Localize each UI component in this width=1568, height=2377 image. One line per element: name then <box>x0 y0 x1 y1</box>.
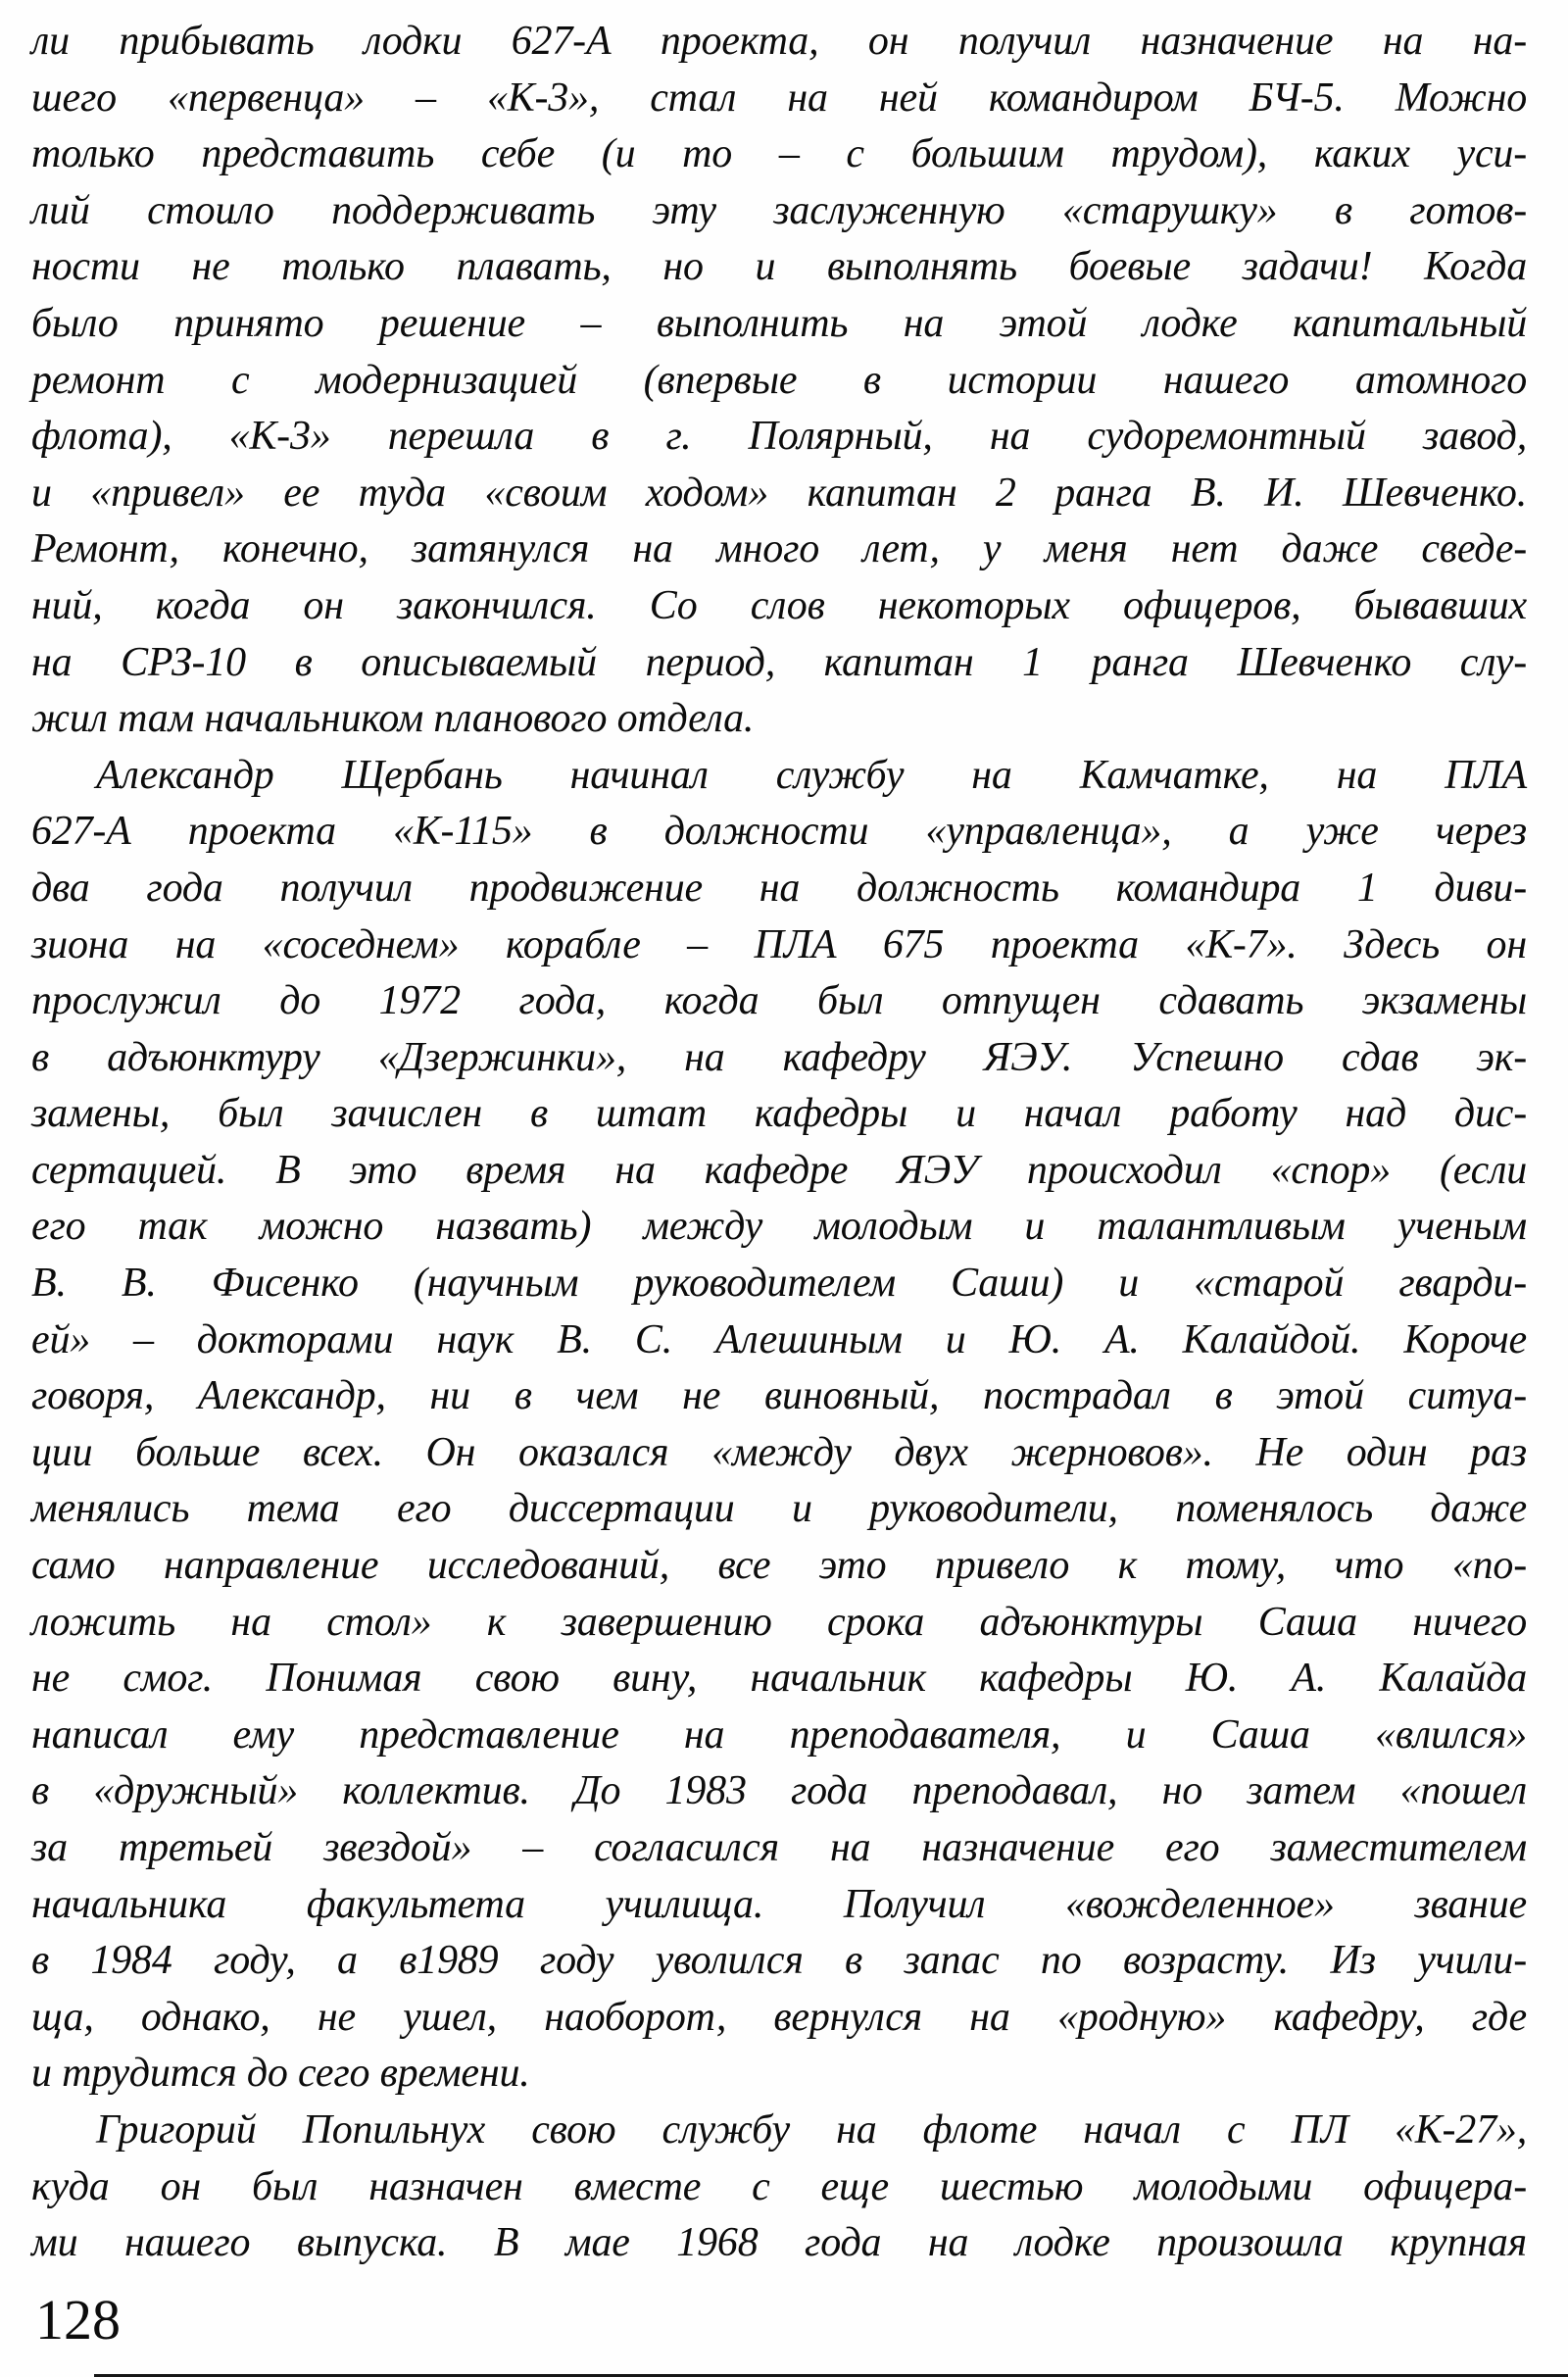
text-line: написал ему представление на преподавателя, и Саша «влился» <box>31 1711 1527 1758</box>
body-text <box>31 14 1527 2272</box>
text-line: зиона на «соседнем» корабле – ПЛА 675 проекта «К-7». Здесь он <box>31 921 1527 967</box>
text-line: менялись тема его диссертации и руководители, поменялось даже <box>31 1486 1527 1532</box>
page-number: 128 <box>35 2288 121 2352</box>
text-line: 627-А проекта «К-115» в должности «управленца», а уже через <box>31 809 1527 855</box>
text-line: два года получил продвижение на должность командира 1 диви- <box>31 865 1527 911</box>
text-line: ли прибывать лодки 627-А проекта, он получил назначение на на- <box>31 19 1527 64</box>
text-line: куда он был назначен вместе с еще шестью молодыми офицера- <box>31 2163 1527 2209</box>
text-line: ща, однако, не ушел, наоборот, вернулся на «родную» кафедру, где <box>31 1994 1527 2040</box>
text-line: и «привел» ее туда «своим ходом» капитан 2 ранга В. И. Шевченко. <box>31 470 1527 516</box>
text-line: в адъюнктуру «Дзержинки», на кафедру ЯЭУ. Успешно сдав эк- <box>31 1034 1527 1080</box>
text-line: прослужил до 1972 года, когда был отпущен сдавать экзамены <box>31 978 1527 1024</box>
text-line: его так можно назвать) между молодым и талантливым ученым <box>31 1204 1527 1250</box>
text-line: за третьей звездой» – согласился на назначение его заместителем <box>31 1825 1527 1870</box>
text-line: было принято решение – выполнить на этой лодке капитальный <box>31 300 1527 346</box>
text-line: ей» – докторами наук В. С. Алешиным и Ю. А. Калайдой. Короче <box>31 1316 1527 1362</box>
text-line: ний, когда он закончился. Со слов некоторых офицеров, бывавших <box>31 582 1527 628</box>
text-line: флота), «К-3» перешла в г. Полярный, на судоремонтный завод, <box>31 414 1527 460</box>
text-line: Ремонт, конечно, затянулся на много лет, у меня нет даже сведе- <box>31 526 1527 572</box>
text-line: только представить себе (и то – с большим трудом), каких уси- <box>31 131 1527 177</box>
text-line: сертацией. В это время на кафедре ЯЭУ происходил «спор» (если <box>31 1147 1527 1193</box>
text-line: говоря, Александр, ни в чем не виновный, пострадал в этой ситуа- <box>31 1373 1527 1419</box>
text-line: само направление исследований, все это привело к тому, что «по- <box>31 1543 1527 1589</box>
text-line: в «дружный» коллектив. До 1983 года преподавал, но затем «пошел <box>31 1768 1527 1814</box>
text-line: начальника факультета училища. Получил «вожделенное» звание <box>31 1881 1527 1927</box>
text-line: шего «первенца» – «К-3», стал на ней командиром БЧ-5. Можно <box>31 74 1527 121</box>
text-line-paragraph-start: Григорий Попильнух свою службу на флоте начал с ПЛ «К-27», <box>96 2106 1527 2153</box>
text-line-paragraph-end: и трудится до сего времени. <box>31 2051 530 2097</box>
text-line-paragraph-start: Александр Щербань начинал службу на Камчатке, на ПЛА <box>96 752 1527 798</box>
text-line: ции больше всех. Он оказался «между двух жерновов». Не один раз <box>31 1429 1527 1475</box>
text-line: лий стоило поддерживать эту заслуженную «старушку» в готов- <box>31 187 1527 233</box>
text-line: В. В. Фисенко (научным руководителем Саши) и «старой гварди- <box>31 1261 1527 1307</box>
text-line-paragraph-end: жил там начальником планового отдела. <box>31 696 755 742</box>
text-line: не смог. Понимая свою вину, начальник кафедры Ю. А. Калайда <box>31 1656 1527 1702</box>
text-line: ложить на стол» к завершению срока адъюнктуры Саша ничего <box>31 1599 1527 1645</box>
text-line: на СРЗ-10 в описываемый период, капитан 1 ранга Шевченко слу- <box>31 639 1527 685</box>
text-line: ми нашего выпуска. В мае 1968 года на лодке произошла крупная <box>31 2220 1527 2266</box>
text-line: ности не только плавать, но и выполнять боевые задачи! Когда <box>31 244 1527 290</box>
text-line: ремонт с модернизацией (впервые в истории нашего атомного <box>31 357 1527 403</box>
text-line: в 1984 году, а в1989 году уволился в запас по возрасту. Из учили- <box>31 1938 1527 1984</box>
text-line: замены, был зачислен в штат кафедры и начал работу над дис- <box>31 1091 1527 1137</box>
